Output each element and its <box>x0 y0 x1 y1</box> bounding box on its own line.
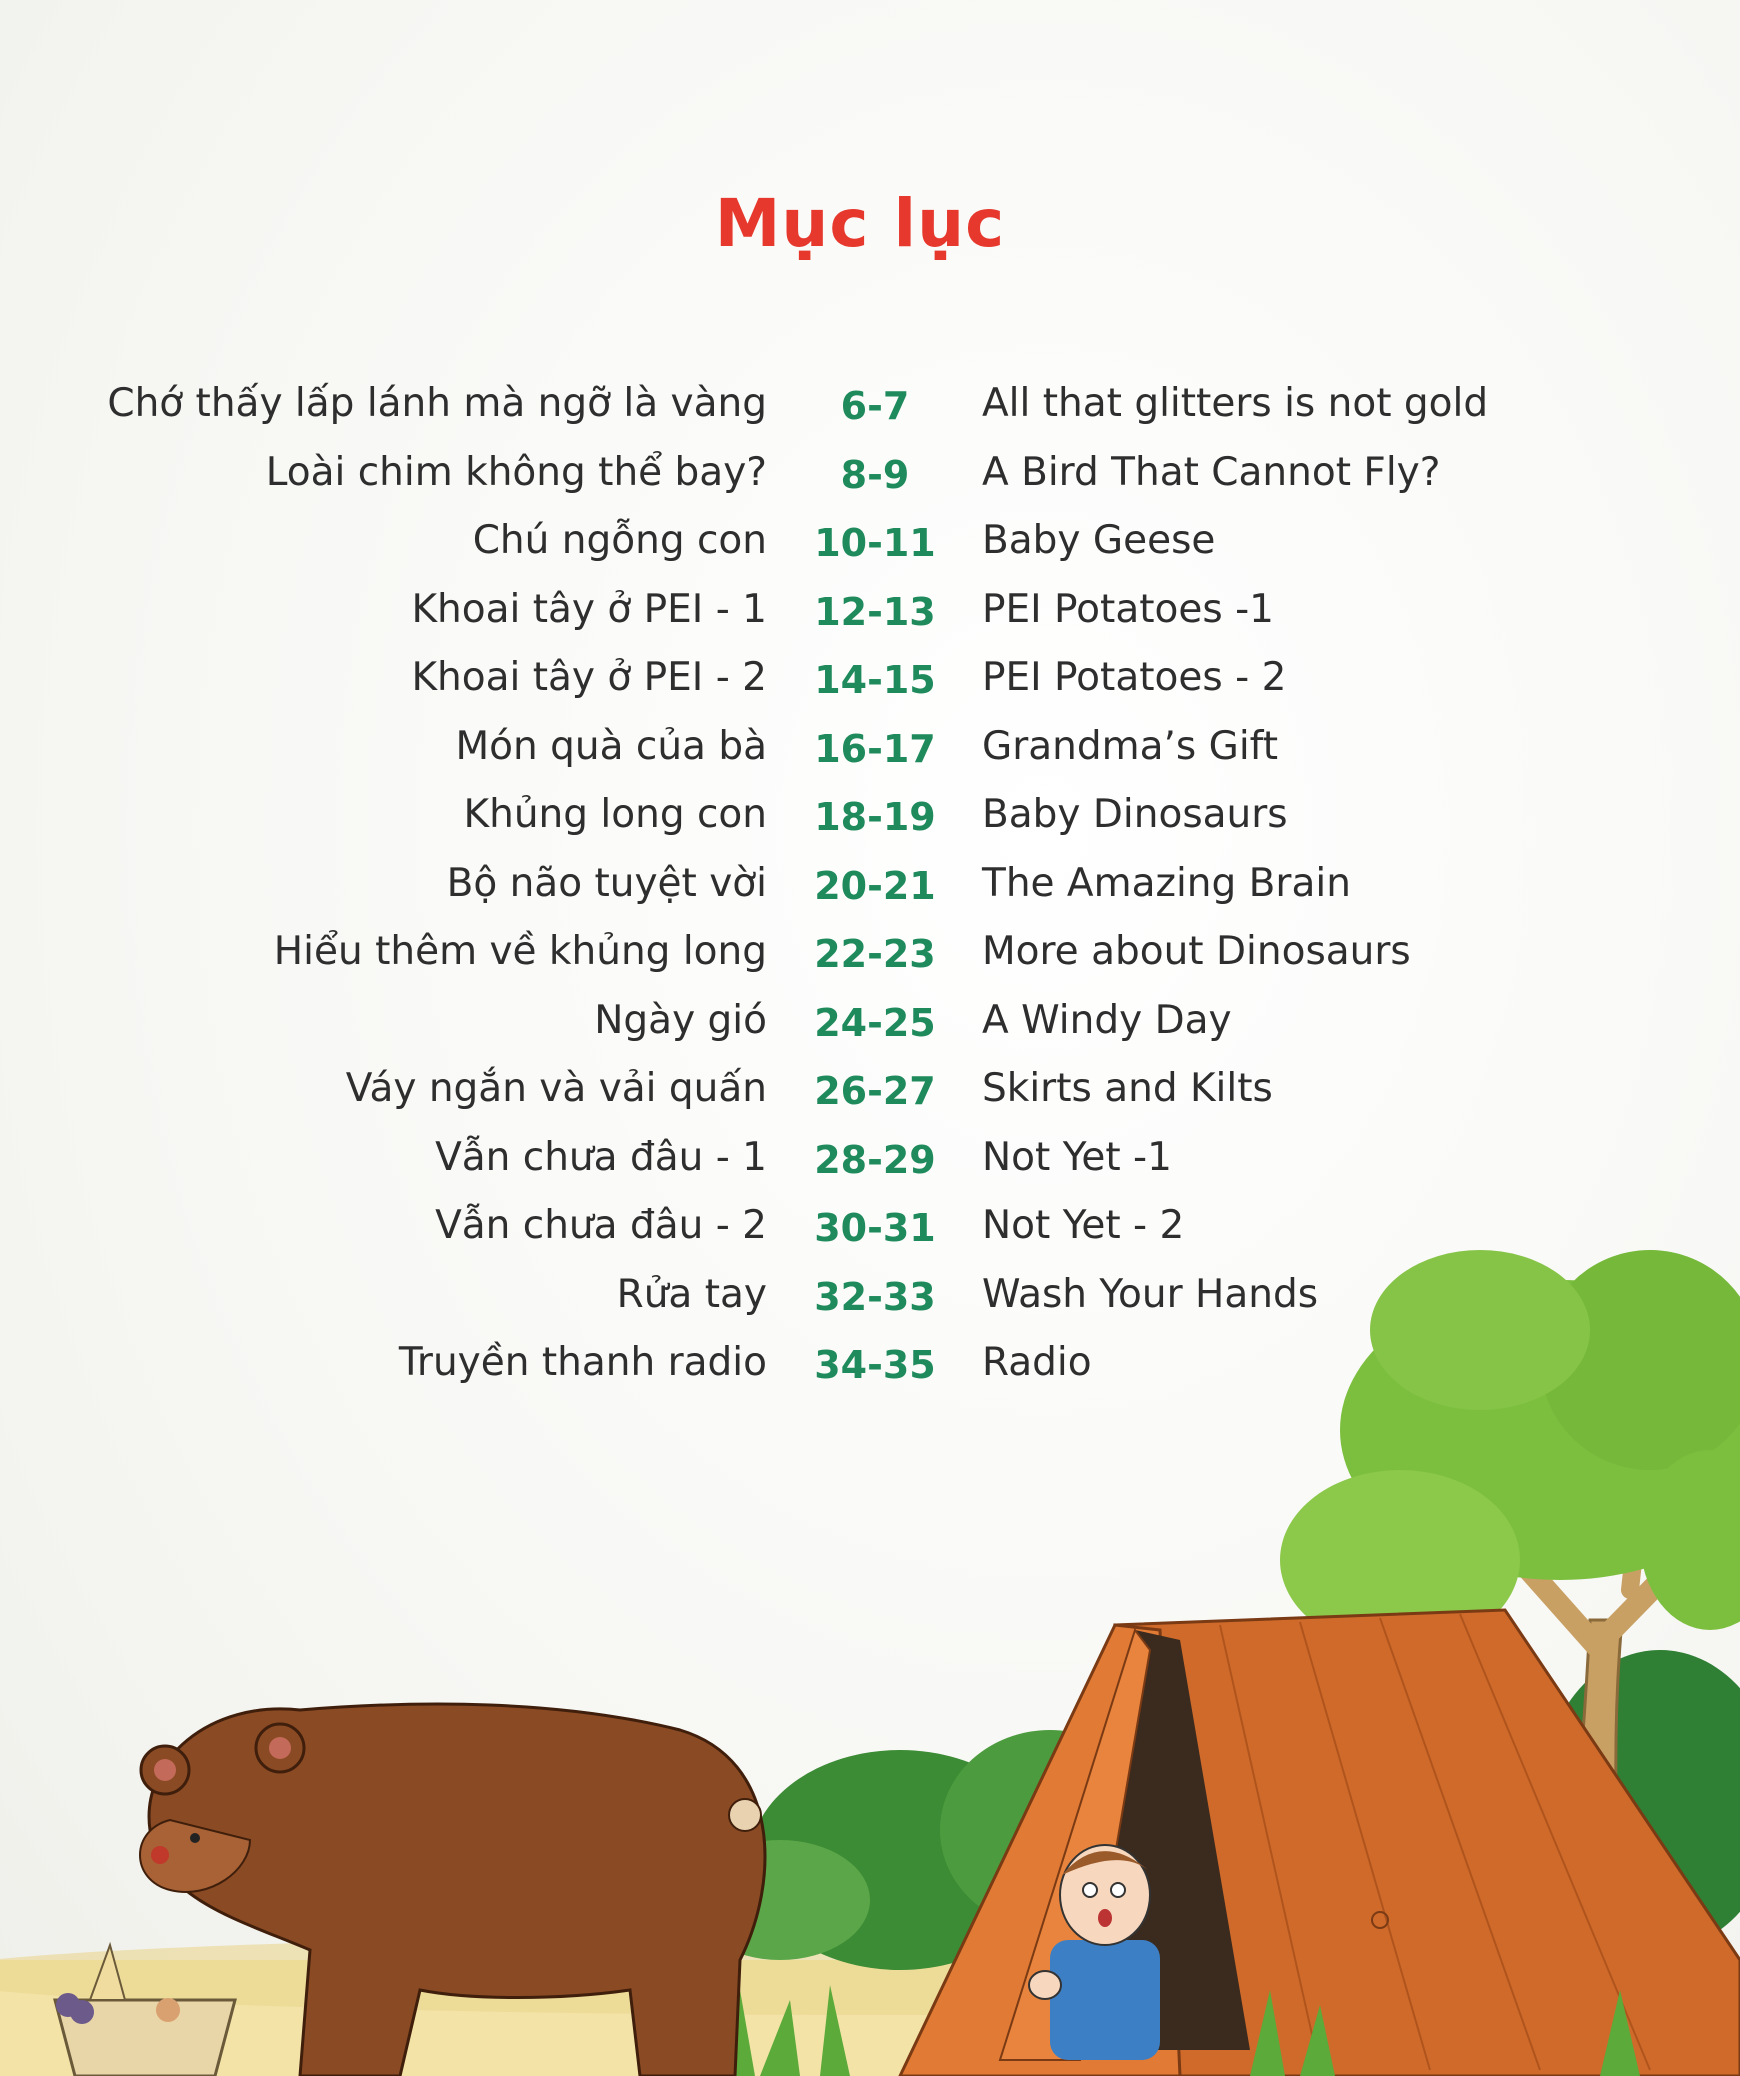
toc-title-en: The Amazing Brain <box>982 860 1351 906</box>
toc-page-range[interactable]: 26-27 <box>814 1069 936 1113</box>
toc-title-vi: Vẫn chưa đâu - 1 <box>435 1134 767 1180</box>
toc-row[interactable] <box>0 1066 1740 1135</box>
toc-title-en: PEI Potatoes - 2 <box>982 655 1287 700</box>
toc-row[interactable] <box>0 518 1740 587</box>
toc-row[interactable] <box>0 655 1740 724</box>
toc-page-range[interactable]: 18-19 <box>814 795 936 839</box>
camping-illustration <box>0 1180 1740 2076</box>
toc-title-en: A Bird That Cannot Fly? <box>982 449 1441 495</box>
toc-page-range[interactable]: 20-21 <box>814 863 936 908</box>
toc-title-en: Baby Dinosaurs <box>982 792 1288 837</box>
page-title: Mục lục <box>714 185 1006 262</box>
toc-row[interactable] <box>0 450 1740 519</box>
toc-title-vi: Vẫn chưa đâu - 2 <box>435 1203 767 1248</box>
toc-title-vi: Bộ não tuyệt vời <box>446 860 767 906</box>
toc-title-en: Wash Your Hands <box>982 1271 1319 1317</box>
toc-title-en: Skirts and Kilts <box>982 1066 1273 1111</box>
toc-row[interactable] <box>0 998 1740 1067</box>
toc-title-en: Grandma’s Gift <box>982 723 1279 769</box>
toc-page-range[interactable]: 34-35 <box>814 1343 936 1387</box>
toc-page-range[interactable]: 6-7 <box>840 384 910 428</box>
toc-row[interactable] <box>0 861 1740 930</box>
toc-page-range[interactable]: 12-13 <box>814 589 936 634</box>
toc-title-vi: Món quà của bà <box>455 723 767 769</box>
toc-page-range[interactable]: 24-25 <box>814 1000 936 1045</box>
toc-page-range[interactable]: 16-17 <box>814 726 936 771</box>
toc-title-vi: Chớ thấy lấp lánh mà ngỡ là vàng <box>107 381 767 426</box>
toc-title-vi: Ngày gió <box>594 997 767 1043</box>
toc-title-en: All that glitters is not gold <box>982 381 1489 426</box>
toc-title-vi: Rửa tay <box>616 1271 767 1317</box>
toc-page-range[interactable]: 30-31 <box>814 1206 936 1250</box>
toc-page-range[interactable]: 8-9 <box>840 452 910 497</box>
toc-title-vi: Truyền thanh radio <box>398 1340 767 1385</box>
toc-page-range[interactable]: 28-29 <box>814 1137 936 1182</box>
toc-page-range[interactable]: 32-33 <box>814 1274 936 1319</box>
toc-title-en: PEI Potatoes -1 <box>982 586 1274 632</box>
toc-title-en: Baby Geese <box>982 518 1216 563</box>
toc-title-en: Radio <box>982 1340 1092 1385</box>
toc-title-vi: Loài chim không thể bay? <box>265 449 767 495</box>
toc-title-vi: Hiểu thêm về khủng long <box>273 929 767 974</box>
toc-title-vi: Váy ngắn và vải quấn <box>345 1066 767 1111</box>
toc-page-range[interactable]: 14-15 <box>814 658 936 702</box>
toc-row[interactable] <box>0 792 1740 861</box>
toc-row[interactable] <box>0 381 1740 450</box>
toc-title-en: Not Yet -1 <box>982 1134 1172 1180</box>
toc-title-vi: Chú ngỗng con <box>472 518 767 563</box>
toc-title-vi: Khoai tây ở PEI - 2 <box>411 655 767 700</box>
toc-page-range[interactable]: 10-11 <box>814 521 936 565</box>
toc-row[interactable] <box>0 724 1740 793</box>
toc-title-en: More about Dinosaurs <box>982 929 1411 974</box>
toc-title-vi: Khủng long con <box>463 792 767 837</box>
toc-title-en: Not Yet - 2 <box>982 1203 1185 1248</box>
toc-title-vi: Khoai tây ở PEI - 1 <box>411 586 767 632</box>
toc-row[interactable] <box>0 929 1740 998</box>
toc-title-en: A Windy Day <box>982 997 1232 1043</box>
toc-page-range[interactable]: 22-23 <box>814 932 936 976</box>
toc-row[interactable] <box>0 587 1740 656</box>
